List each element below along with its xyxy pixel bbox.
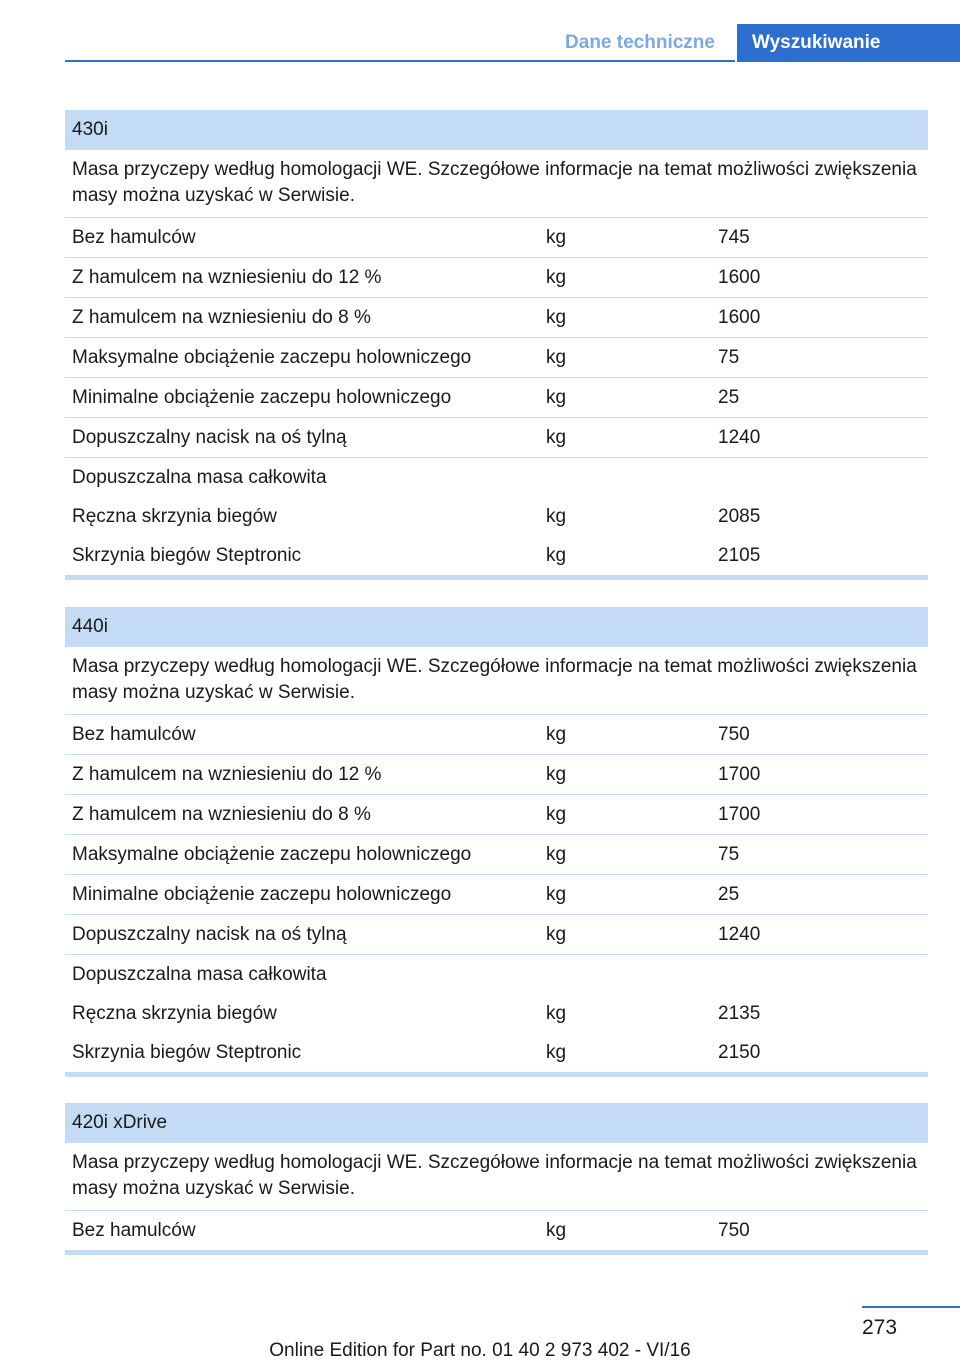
row-label: Maksymalne obciążenie zaczepu holowniczego <box>72 844 472 865</box>
row-label: Dopuszczalna masa całkowita <box>72 467 327 488</box>
table-row <box>65 1211 928 1250</box>
table-row <box>65 915 928 955</box>
row-label: Skrzynia biegów Steptronic <box>72 545 302 566</box>
row-label: Minimalne obciążenie zaczepu holowniczego <box>72 387 452 408</box>
row-unit: kg <box>546 1042 567 1063</box>
row-unit: kg <box>546 307 567 328</box>
row-unit: kg <box>546 387 567 408</box>
row-value: 1600 <box>718 267 761 288</box>
row-unit: kg <box>546 227 567 248</box>
table-row <box>65 378 928 418</box>
edition-footer: Online Edition for Part no. 01 40 2 973 402 - VI/16 <box>269 1340 691 1361</box>
row-label: Dopuszczalna masa całkowita <box>72 964 327 985</box>
row-unit: kg <box>546 267 567 288</box>
row-unit: kg <box>546 844 567 865</box>
table-row <box>65 715 928 755</box>
row-unit: kg <box>546 347 567 368</box>
header-section-link[interactable]: Dane techniczne <box>565 32 715 53</box>
row-label: Z hamulcem na wzniesieniu do 12 % <box>72 764 382 785</box>
row-unit: kg <box>546 724 567 745</box>
row-unit: kg <box>546 1003 567 1024</box>
page-number: 273 <box>862 1316 898 1339</box>
header-divider <box>65 60 735 62</box>
row-value: 1700 <box>718 764 761 785</box>
row-label: Z hamulcem na wzniesieniu do 8 % <box>72 307 371 328</box>
row-value: 750 <box>718 724 750 745</box>
section-title: 420i xDrive <box>65 1103 928 1143</box>
table-row <box>65 994 928 1033</box>
row-value: 2150 <box>718 1042 761 1063</box>
table-row <box>65 755 928 795</box>
table-row <box>65 298 928 338</box>
table-row <box>65 955 928 994</box>
row-unit: kg <box>546 506 567 527</box>
row-unit: kg <box>546 1220 567 1241</box>
row-label: Bez hamulców <box>72 227 196 248</box>
row-label: Dopuszczalny nacisk na oś tylną <box>72 427 347 448</box>
row-label: Bez hamulców <box>72 724 196 745</box>
row-value: 25 <box>718 884 740 905</box>
section-title: 430i <box>65 110 928 150</box>
row-value: 1700 <box>718 804 761 825</box>
section-end-rule <box>65 1072 928 1077</box>
section-note: Masa przyczepy według homologacji WE. Szczegółowe informacje na temat możliwości zwiększenia masy można uzyskać w Serwisie. <box>65 647 928 715</box>
table-row <box>65 218 928 258</box>
row-unit: kg <box>546 764 567 785</box>
table-row <box>65 258 928 298</box>
row-value: 2105 <box>718 545 761 566</box>
table-row <box>65 835 928 875</box>
table-row <box>65 536 928 575</box>
table-row <box>65 418 928 458</box>
row-label: Ręczna skrzynia biegów <box>72 1003 277 1024</box>
table-row <box>65 795 928 835</box>
row-unit: kg <box>546 924 567 945</box>
row-value: 1600 <box>718 307 761 328</box>
section-note: Masa przyczepy według homologacji WE. Szczegółowe informacje na temat możliwości zwiększenia masy można uzyskać w Serwisie. <box>65 150 928 218</box>
row-unit: kg <box>546 427 567 448</box>
row-label: Ręczna skrzynia biegów <box>72 506 277 527</box>
row-label: Z hamulcem na wzniesieniu do 12 % <box>72 267 382 288</box>
row-label: Maksymalne obciążenie zaczepu holowniczego <box>72 347 472 368</box>
row-unit: kg <box>546 884 567 905</box>
row-value: 1240 <box>718 427 761 448</box>
section-end-rule <box>65 1250 928 1255</box>
row-value: 2135 <box>718 1003 761 1024</box>
spec-section-420i-xdrive <box>65 1103 928 1255</box>
page-header <box>0 24 960 62</box>
table-row <box>65 875 928 915</box>
section-note: Masa przyczepy według homologacji WE. Szczegółowe informacje na temat możliwości zwiększenia masy można uzyskać w Serwisie. <box>65 1143 928 1211</box>
row-value: 25 <box>718 387 740 408</box>
footer-divider <box>862 1306 960 1308</box>
section-end-rule <box>65 575 928 580</box>
row-unit: kg <box>546 804 567 825</box>
table-row <box>65 1033 928 1072</box>
row-value: 1240 <box>718 924 761 945</box>
row-label: Skrzynia biegów Steptronic <box>72 1042 302 1063</box>
spec-section-440i <box>65 607 928 1077</box>
table-row <box>65 497 928 536</box>
row-value: 75 <box>718 347 740 368</box>
row-unit: kg <box>546 545 567 566</box>
row-label: Dopuszczalny nacisk na oś tylną <box>72 924 347 945</box>
row-label: Z hamulcem na wzniesieniu do 8 % <box>72 804 371 825</box>
row-value: 75 <box>718 844 740 865</box>
table-row <box>65 458 928 497</box>
header-active-tab[interactable]: Wyszukiwanie <box>737 24 960 62</box>
table-row <box>65 338 928 378</box>
row-value: 2085 <box>718 506 761 527</box>
spec-section-430i <box>65 110 928 580</box>
row-label: Bez hamulców <box>72 1220 196 1241</box>
section-title: 440i <box>65 607 928 647</box>
row-value: 745 <box>718 227 750 248</box>
row-value: 750 <box>718 1220 750 1241</box>
row-label: Minimalne obciążenie zaczepu holowniczego <box>72 884 452 905</box>
